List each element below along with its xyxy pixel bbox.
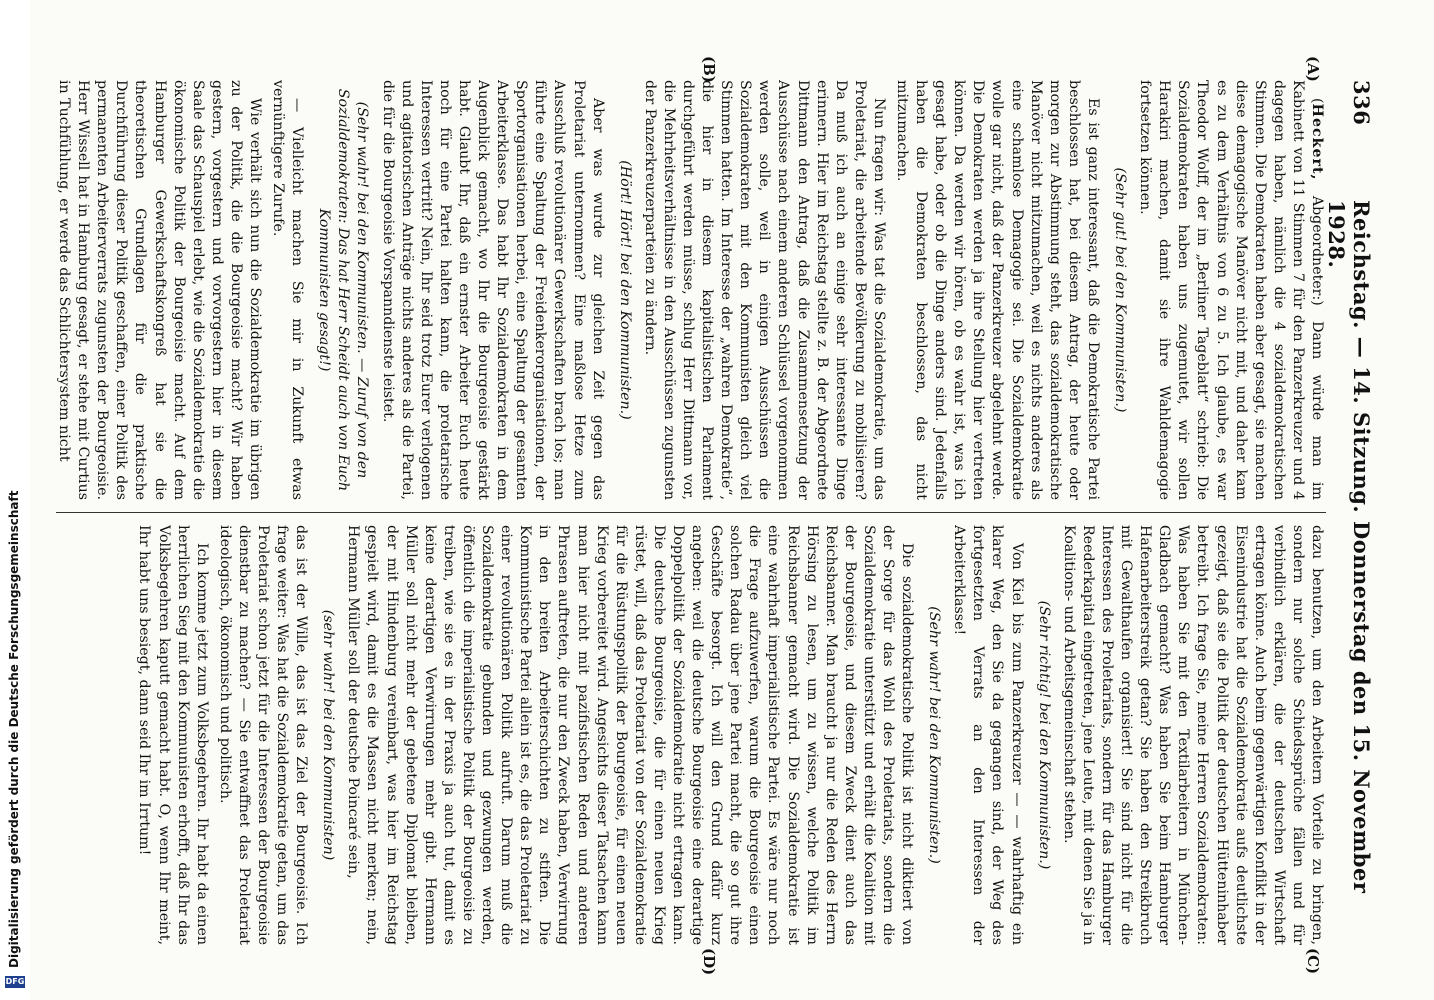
page-header — [1324, 80, 1374, 940]
digitization-credit-text: Digitalisierung gefördert durch die Deutsche Forschungsgemeinschaft — [7, 490, 21, 968]
dfg-logo: DFG — [5, 977, 24, 986]
speech-paragraph: dazu benutzen, um den Arbeitern Vorteile zu bringen, sondern nur solche Schiedssprüche fällen und für verbindlich erklären, die der deutschen Wirtschaft ertragen könne. Auch beim gegenwärtigen Konflikt in der Eisenindustrie hat die Sozialdemokratie aufs deutlichste gezeigt, daß sie die Politik der deutschen Hütteninhaber betreibt. Ich frage Sie, meine Herren Sozialdemokraten: Was haben Sie mit den Textilarbeitern in München-Gladbach gemacht? Was haben Sie beim Hamburger Hafenarbeiterstreik getan? Sie haben den Streikbruch mit Gewalthaufen organisiert! Sie sind nicht für die Interessen des Proletariats, sondern für das Hamburger Reederkapital eingetreten, jene Leute, mit denen Sie ja in Koalitions- und Arbeitsgemeinschaft stehen. — [1060, 525, 1325, 945]
speaker-role: Abgeordneter: — [1309, 195, 1325, 301]
speech-paragraph: Die sozialdemokratische Politik ist nicht diktiert von der Sorge für das Wohl des Proletariats, sondern die Sozialdemokratie unterstützt und erhält die Koalition mit der Bourgeoisie, und diesem Zweck dient auch das Reichsbanner. Man braucht ja nur die Reden des Herrn Hörsing zu lesen, um zu wissen, welche Politik im Reichsbanner gemacht wird. Die Sozialdemokratie ist eine wahrhaft imperialistische Partei. Es wäre nur noch die Frage aufzuwerfen, warum die Bourgeoisie einen solchen Radau über jene Partei macht, die so gut ihre Geschäfte besorgt. Ich will den Grund dafür kurz angeben: weil die deutsche Bourgeoisie eine derartige Doppelpolitik der Sozialdemokratie nicht ertragen kann. Die deutsche Bourgeoisie, die für einen neuen Krieg rüstet, will, daß das Proletariat von der Sozialdemokratie für die Rüstungspolitik der Bourgeoisie, für einen neuen Krieg vorbereitet wird. Angesichts dieser Tatsachen kann man hier nicht mit pazifistischen Reden und anderen Phrasen auftreten, die nur den Zweck haben, Verwirrung in den breiten Arbeiterschichten zu stiften. Die Kommunistische Partei allein ist es, die das Proletariat zu einer revolutionären Politik aufruft. Darum muß die Sozialdemokratie gebunden und gezwungen werden, öffentlich die imperialistische Politik der Bourgeoisie zu treiben, wie sie es in der Praxis ja auch tut, damit es keine derartigen Verwirrungen mehr gibt. Hermann Müller soll nicht mehr der gebetene Diplomat bleiben, der mit Hindenburg vereinbart, was hier im Reichstag gespielt wird, damit es die Massen nicht merken; nein, Hermann Müller soll der deutsche Poincaré sein, — [345, 525, 916, 945]
speech-paragraph: Aber was wurde zur gleichen Zeit gegen das Proletariat unternommen? Eine maßlose Hetze zum Ausschluß revolutionärer Gewerkschaften brach los; man führte eine Spaltung der Freidenkerorganisationen, der Sportorganisationen herbei, eine Spaltung der gesamten Arbeiterklasse. Das habt Ihr Sozialdemokraten in dem Augenblick gemacht, wo Ihr die Bourgeoisie gestärkt habt. Glaubt Ihr, daß ein ernster Arbeiter Euch heute noch für eine Partei halten kann, die proletarische Interessen vertritt? Nein, Ihr seid trotz Eurer verlogenen und agitatorischen Anträge nichts anderes als die Partei, die für die Bourgeoisie Vorspanndienste leistet. — [379, 80, 606, 500]
margin-marker-b: (B) — [700, 56, 718, 83]
interjection: (sehr wahr! bei den Kommunisten) — [320, 609, 337, 861]
page-number: 336 — [1349, 80, 1374, 126]
speech-paragraph: Ich komme jetzt zum Volksbegehren. Ihr habt da einen herrlichen Sieg mit den Kommunisten erhofft, daß Ihr das Volksbegehren kaputt gemacht habt. O, wenn Ihr meint, Ihr habt uns besiegt, dann seid Ihr im Irrtum! — [136, 525, 210, 945]
interjection: (Hört! Hört! bei den Kommunisten.) — [616, 160, 633, 420]
speech-paragraph: Nun fragen wir: Was tat die Sozialdemokratie, um das Proletariat, die arbeitende Bevölkerung zu mobilisieren? Da muß ich auch an einige sehr interessante Dinge erinnern. Hier im Reichstag stellte z. B. der Abgeordnete Dittmann den Antrag, daß die Zusammensetzung der Ausschüsse nach einem anderen Schlüssel vorgenommen werden solle, weil in einigen Ausschüssen die Sozialdemokraten mit den Kommunisten gleich viel Stimmen hatten. Im Interesse der „wahren Demokratie“, die hier in diesem kapitalistischen Parlament durchgeführt werden müsse, schlug Herr Dittmann vor, die Mehrheitsverhältnisse in den Ausschüssen zugunsten der Panzerkreuzerparteien zu ändern. — [641, 80, 887, 500]
digitization-credit — [2, 92, 26, 992]
right-column — [56, 525, 1326, 945]
speech-paragraph: Es ist ganz interessant, daß die Demokratische Partei beschlossen hat, bei diesem Antrag, der heute oder morgen zur Abstimmung steht, das sozialdemokratische Manöver nicht mitzumachen, weil es nichts anderes als eine schamlose Demagogie sei. Die Sozialdemokratie wolle gar nicht, daß der Panzerkreuzer abgelehnt werde. Die Demokraten werden ja ihre Stellung hier vertreten können. Da werden wir hören, ob es wahr ist, was ich gesagt habe, oder ob die Dinge anders sind. Jedenfalls haben die Demokraten beschlossen, das nicht mitzumachen. — [894, 80, 1101, 500]
speaker-name: Heckert, — [1309, 103, 1325, 181]
speech-paragraph: — Vielleicht machen Sie mir in Zukunft etwas vernünftigere Zurufe. — [270, 80, 306, 500]
speech-paragraph: das ist der Wille, das ist das Ziel der Bourgeoisie. Ich frage weiter: Was hat die Sozialdemokratie getan, um das Proletariat schon jetzt für die Interessen der Bourgeoisie dienstbar zu machen? — Sie entwaffnet das Proletariat ideologisch, ökonomisch und politisch. — [216, 525, 310, 945]
interjection: (Sehr gut! bei den Kommunisten.) — [1112, 167, 1129, 413]
column-divider — [56, 512, 1326, 513]
interjection: (Sehr wahr! bei den Kommunisten. — Zuruf von den Sozialdemokraten: Das hat Herr Scheidt auch von Euch Kommunisten gesagt!) — [316, 88, 371, 492]
speech-paragraph: Wie verhält sich nun die Sozialdemokratie im übrigen zu der Politik, die die Bourgeoisie macht? Wir haben gestern, vorgestern und vorvorgestern hier in diesem Saale das Schauspiel erlebt, wie die Sozialdemokratie die ökonomische Politik der Bourgeoisie macht. Auf dem Hamburger Gewerkschaftskongreß hat sie die theoretischen Grundlagen für die praktische Durchführung dieser Politik geschaffen, einer Politik des permanenten Arbeiterverrats zugunsten der Bourgeoisie. Herr Wissell hat in Hamburg gesagt, er stehe mit Curtius in Tuchfühlung, er werde das Schlichtersystem nicht — [56, 80, 264, 500]
margin-marker-c: (C) — [1304, 948, 1322, 975]
paragraph-text: Dann würde man im Kabinett von 11 Stimmen 7 für den Panzerkreuzer und 4 dagegen haben, nämlich die 4 sozialdemokratischen Stimmen. Die Demokraten haben aber gesagt, sie machen diese demagogische Manöver nicht mit, und daher kam es zu dem Verhältnis von 6 zu 5. Ich glaube, es war Theodor Wolff, der im „Berliner Tageblatt“ schrieb: Die Sozialdemokraten haben uns zugemutet, wir sollen Harakiri machen, damit sie ihre Wahldemagogie fortsetzen können. — [1137, 80, 1325, 500]
page-content — [30, 0, 1434, 1000]
left-column — [56, 80, 1326, 500]
margin-marker-a: (A) — [1304, 56, 1322, 82]
digitization-credit-strip — [0, 0, 30, 1000]
scanned-page — [30, 0, 1434, 1000]
running-title: Reichstag. — 14. Sitzung. Donnerstag den 15. November 1928. — [1324, 200, 1374, 894]
speech-paragraph: Von Kiel bis zum Panzerkreuzer — — wahrhaftig ein klarer Weg, den Sie da gegangen sind, der Weg des fortgesetzten Verrats an den Interessen der Arbeiterklasse! — [951, 525, 1025, 945]
speech-paragraph: (Heckert, Abgeordneter:) Dann würde man im Kabinett von 11 Stimmen 7 für den Panzerkreuzer und 4 dagegen haben, nämlich die 4 sozialdemokratischen Stimmen. Die Demokraten haben aber gesagt, sie machen diese demagogische Manöver nicht mit, und daher kam es zu dem Verhältnis von 6 zu 5. Ich glaube, es war Theodor Wolff, der im „Berliner Tageblatt“ schrieb: Die Sozialdemokraten haben uns zugemutet, wir sollen Harakiri machen, damit sie ihre Wahldemagogie fortsetzen können. — [1137, 80, 1325, 500]
margin-marker-d: (D) — [700, 948, 718, 976]
interjection: (Sehr richtig! bei den Kommunisten.) — [1035, 600, 1052, 870]
interjection: (Sehr wahr! bei den Kommunisten.) — [926, 606, 943, 864]
